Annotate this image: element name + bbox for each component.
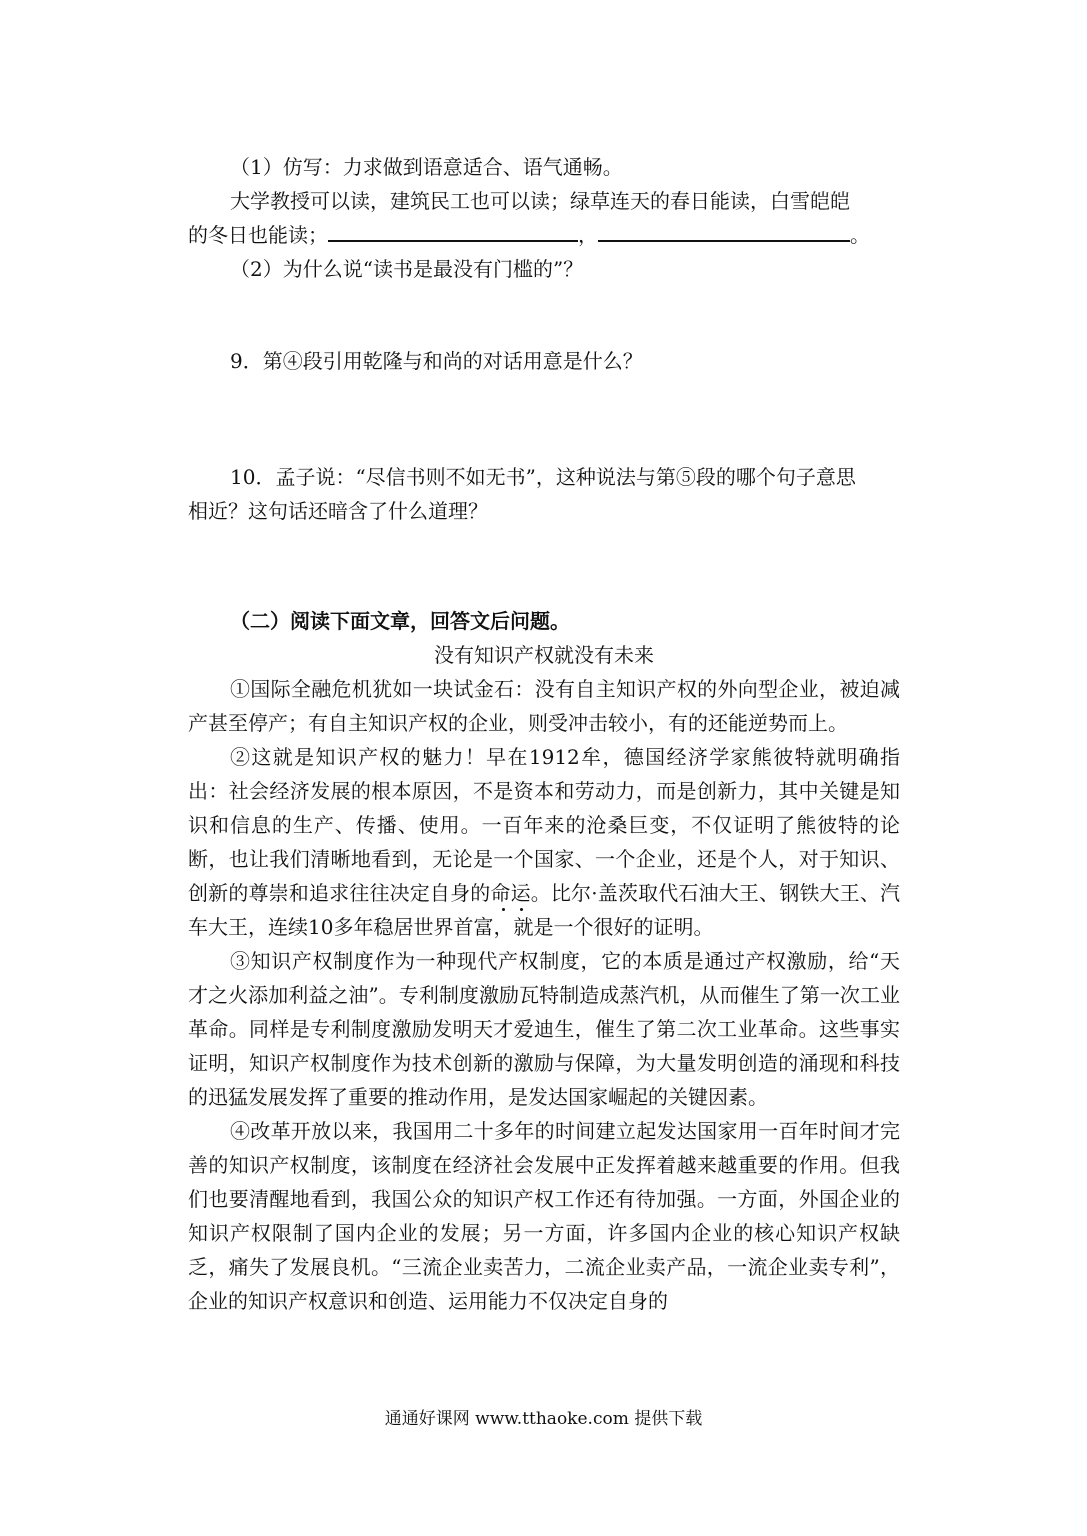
q8-end: 。: [850, 223, 870, 247]
section-heading: （二）阅读下面文章，回答文后问题。: [230, 609, 570, 633]
answer-blank-2[interactable]: [598, 218, 850, 242]
article-paragraph-3: ③知识产权制度作为一种现代产权制度，它的本质是通过产权激励，给“天才之火添加利益之油”。专利制度激励瓦特制造成蒸汽机，从而催生了第一次工业革命。同样是专利制度激励发明天才爱迪生，催生了第二次工业革命。这些事实证明，知识产权制度作为技术创新的激励与保障，为大量发明创造的涌现和科技的迅猛发展发挥了重要的推动作用，是发达国家崛起的关键因素。: [188, 949, 900, 1109]
q8-comma: ，: [578, 223, 598, 247]
q10-line2: 相近？这句话还暗含了什么道理？: [188, 499, 488, 523]
answer-blank-1[interactable]: [328, 218, 578, 242]
q8-sentence-a: 大学教授可以读，建筑民工也可以读；绿草连天的春日能读，白雪皑皑: [230, 189, 850, 213]
article-paragraph-2: ②这就是知识产权的魅力！早在1912牟，德国经济学家熊彼特就明确指出：社会经济发展的根本原因，不是资本和劳动力，而是创新力，其中关键是知识和信息的生产、传播、使用。一百年来的沧桑巨变，不仅证明了熊彼特的论断，也让我们清晰地看到，无论是一个国家、一个企业，还是个人，对于知识、创新的尊崇和追求往往决定自身的命运。比尔·盖茨取代石油大王、钢铁大王、汽车大王，连续10多年稳居世界首富，就是一个很好的证明。: [188, 745, 900, 939]
q10-line1: 10．孟子说：“尽信书则不如无书”，这种说法与第⑤段的哪个句子意思: [230, 465, 856, 489]
emphasis-dot: [520, 908, 523, 911]
page-footer: 通通好课网 www.tthaoke.com 提供下载: [384, 1409, 703, 1429]
emphasis-dot: [502, 908, 505, 911]
article-title: 没有知识产权就没有未来: [434, 643, 654, 667]
q8-part1: （1）仿写：力求做到语意适合、语气通畅。: [230, 155, 623, 179]
q9-text: 9．第④段引用乾隆与和尚的对话用意是什么？: [230, 349, 643, 373]
article-paragraph-1: ①国际全融危机犹如一块试金石：没有自主知识产权的外向型企业，被迫减产甚至停产；有自主知识产权的企业，则受冲击较小，有的还能逆势而上。: [188, 677, 900, 735]
q8-part2: （2）为什么说“读书是最没有门槛的”？: [230, 257, 584, 281]
q8-sentence-b: 的冬日也能读；: [188, 223, 328, 247]
article-paragraph-4: ④改革开放以来，我国用二十多年的时间建立起发达国家用一百年时间才完善的知识产权制度，该制度在经济社会发展中正发挥着越来越重要的作用。但我们也要清醒地看到，我国公众的知识产权工作还有待加强。一方面，外国企业的知识产权限制了国内企业的发展；另一方面，许多国内企业的核心知识产权缺乏，痛失了发展良机。“三流企业卖苦力，二流企业卖产品，一流企业卖专利”，企业的知识产权意识和创造、运用能力不仅决定自身的: [188, 1119, 900, 1313]
document-page: [188, 150, 900, 1318]
q8-sentence-b-line: [188, 218, 900, 252]
